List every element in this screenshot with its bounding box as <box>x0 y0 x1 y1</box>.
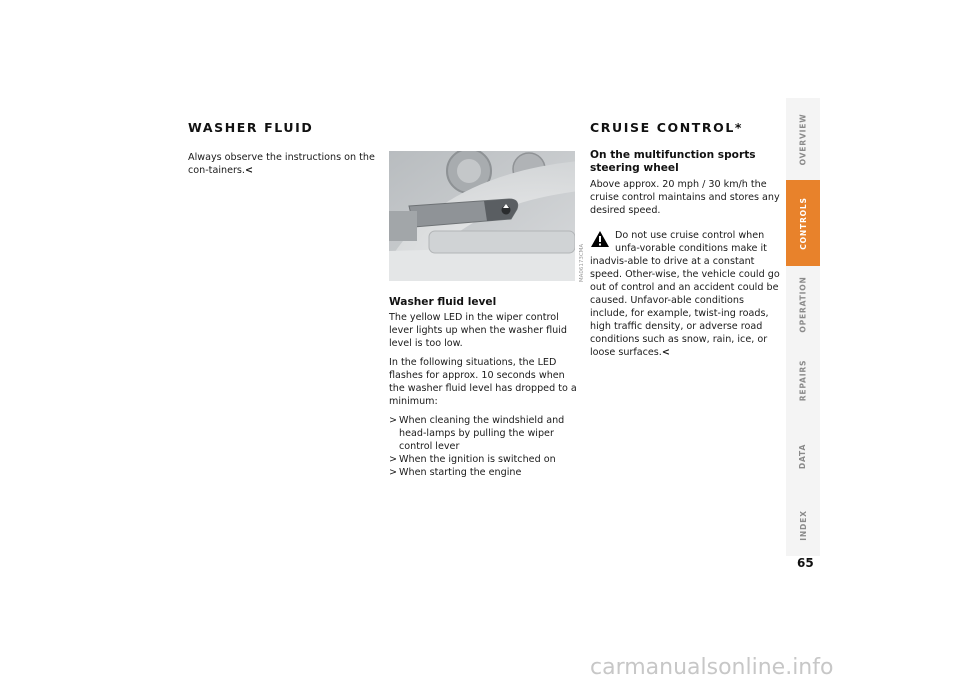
side-tab-index[interactable] <box>786 494 820 556</box>
watermark: carmanualsonline.info <box>590 655 834 680</box>
end-mark: < <box>661 347 670 358</box>
side-tab-controls[interactable] <box>786 180 820 266</box>
list-item <box>389 453 581 466</box>
washer-intro-text: Always observe the instructions on the con-tainers. <box>188 152 375 176</box>
list-item-text: When cleaning the windshield and head-lamps by pulling the wiper control lever <box>399 415 565 452</box>
list-item-text: When the ignition is switched on <box>399 454 556 465</box>
side-tab-data[interactable] <box>786 418 820 494</box>
list-item <box>389 466 581 479</box>
page-number: 65 <box>797 556 814 570</box>
wiper-lever-illustration <box>389 151 575 281</box>
side-tab-operation[interactable] <box>786 266 820 342</box>
side-tab-label: OVERVIEW <box>798 113 808 165</box>
cruise-para1: Above approx. 20 mph / 30 km/h the cruise control maintains and stores any desired speed. <box>590 179 780 216</box>
cruise-subheading: On the multifunction sports steering wheel <box>590 149 756 174</box>
warning-indent <box>590 229 615 255</box>
washer-level-para2: In the following situations, the LED flashes for approx. 10 seconds when the washer fluid level has dropped to a minimum: <box>389 357 577 407</box>
washer-intro <box>188 151 383 177</box>
wiper-lever-figure <box>389 151 575 281</box>
figure-code <box>577 240 587 285</box>
washer-level-body <box>389 311 581 479</box>
side-tab-label: REPAIRS <box>798 359 808 401</box>
figure-code-text: MA06173CMA <box>579 243 586 282</box>
side-tab-label: CONTROLS <box>798 196 808 250</box>
washer-level-para1: The yellow LED in the wiper control lever lights up when the washer fluid level is too low. <box>389 312 568 349</box>
side-tab-label: DATA <box>798 443 808 469</box>
cruise-warning-text: Do not use cruise control when unfa-vorable conditions make it inadvis-able to drive at a constant speed. Other-wise, the vehicle could go out of control and an accident could be caused. Unfavor-able conditions include, for example, twist-ing roads, high traffic density, or adverse road conditions such as snow, rain, ice, or loose surfaces. <box>590 230 780 358</box>
list-item-text: When starting the engine <box>399 467 522 478</box>
cruise-warning <box>590 229 782 359</box>
bullet-mark: > <box>389 415 398 426</box>
washer-level-bullets <box>389 414 581 479</box>
side-tab-label: OPERATION <box>798 275 808 333</box>
end-mark: < <box>244 165 254 176</box>
side-tab-overview[interactable] <box>786 98 820 180</box>
washer-level-title: Washer fluid level <box>389 296 497 308</box>
section-heading-washer-fluid: WASHER FLUID <box>188 120 314 135</box>
side-tab-label: INDEX <box>798 509 808 541</box>
bullet-mark: > <box>389 454 398 465</box>
list-item <box>389 414 581 453</box>
side-tab-repairs[interactable] <box>786 342 820 418</box>
bullet-mark: > <box>389 467 398 478</box>
section-heading-cruise-control: CRUISE CONTROL* <box>590 120 744 135</box>
